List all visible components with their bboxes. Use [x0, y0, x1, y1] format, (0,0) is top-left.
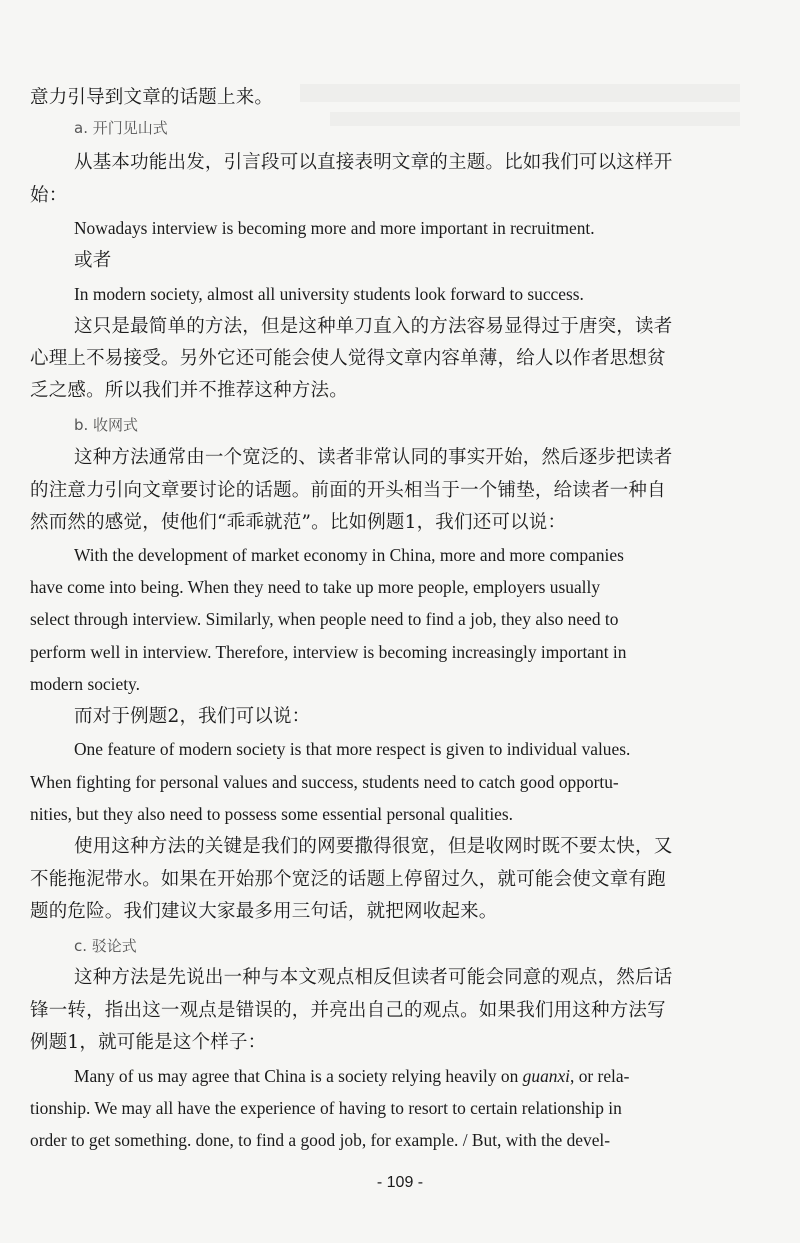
- text-line: 锋一转，指出这一观点是错误的，并亮出自己的观点。如果我们用这种方法写: [30, 1000, 666, 1021]
- example-paragraph-line: nities, but they also need to possess some essential personal qualities.: [30, 804, 513, 824]
- scan-smudge: [330, 112, 740, 126]
- text-line: 这只是最简单的方法，但是这种单刀直入的方法容易显得过于唐突，读者: [74, 316, 673, 337]
- italic-term: guanxi: [522, 1066, 571, 1086]
- text-line: 使用这种方法的关键是我们的网要撒得很宽，但是收网时既不要太快，又: [74, 836, 673, 857]
- scan-smudge: [300, 84, 740, 102]
- text-line: 题的危险。我们建议大家最多用三句话，就把网收起来。: [30, 901, 498, 922]
- text-line: 这种方法通常由一个宽泛的、读者非常认同的事实开始，然后逐步把读者: [74, 447, 673, 468]
- example-paragraph-line: order to get something. done, to find a good job, for example. / But, with the devel-: [30, 1130, 611, 1150]
- example-paragraph-line: modern society.: [30, 674, 140, 694]
- text-segment: , or rela-: [570, 1066, 630, 1086]
- text-line: 例题1，就可能是这个样子：: [30, 1032, 267, 1053]
- text-line: 意力引导到文章的话题上来。: [30, 87, 274, 108]
- text-line: 不能拖泥带水。如果在开始那个宽泛的话题上停留过久，就可能会使文章有跑: [30, 869, 666, 890]
- text-line: 的注意力引向文章要讨论的话题。前面的开头相当于一个铺垫，给读者一种自: [30, 480, 666, 501]
- text-line: 心理上不易接受。另外它还可能会使人觉得文章内容单薄，给人以作者思想贫: [30, 348, 666, 369]
- example-paragraph-line: select through interview. Similarly, when people need to find a job, they also need to: [30, 609, 619, 629]
- example-sentence: Nowadays interview is becoming more and more important in recruitment.: [74, 218, 595, 238]
- text-line: 从基本功能出发，引言段可以直接表明文章的主题。比如我们可以这样开: [74, 152, 673, 173]
- example-paragraph-line: When fighting for personal values and success, students need to catch good opportu-: [30, 772, 619, 792]
- example-paragraph-line: [74, 1064, 629, 1088]
- section-heading-b: b. 收网式: [74, 416, 139, 434]
- page-number: - 109 -: [376, 1174, 424, 1191]
- text-line: 而对于例题2，我们可以说：: [74, 706, 311, 727]
- example-paragraph-line: have come into being. When they need to take up more people, employers usually: [30, 577, 601, 597]
- section-heading-a: a. 开门见山式: [74, 119, 168, 137]
- text-line: 乏之感。所以我们并不推荐这种方法。: [30, 380, 348, 401]
- text-segment: Many of us may agree that China is a society relying heavily on: [74, 1066, 523, 1086]
- example-paragraph-line: perform well in interview. Therefore, interview is becoming increasingly important in: [30, 642, 627, 662]
- example-sentence: In modern society, almost all university students look forward to success.: [74, 284, 584, 304]
- text-line: 这种方法是先说出一种与本文观点相反但读者可能会同意的观点，然后话: [74, 967, 673, 988]
- text-line: 始：: [30, 185, 68, 206]
- example-paragraph-line: tionship. We may all have the experience of having to resort to certain relationship in: [30, 1098, 622, 1118]
- text-line: 然而然的感觉，使他们“乖乖就范”。比如例题1，我们还可以说：: [30, 512, 567, 533]
- example-paragraph-line: With the development of market economy in China, more and more companies: [74, 545, 624, 565]
- section-heading-c: c. 驳论式: [74, 937, 137, 955]
- example-paragraph-line: One feature of modern society is that more respect is given to individual values.: [74, 739, 631, 759]
- text-line: 或者: [74, 250, 112, 271]
